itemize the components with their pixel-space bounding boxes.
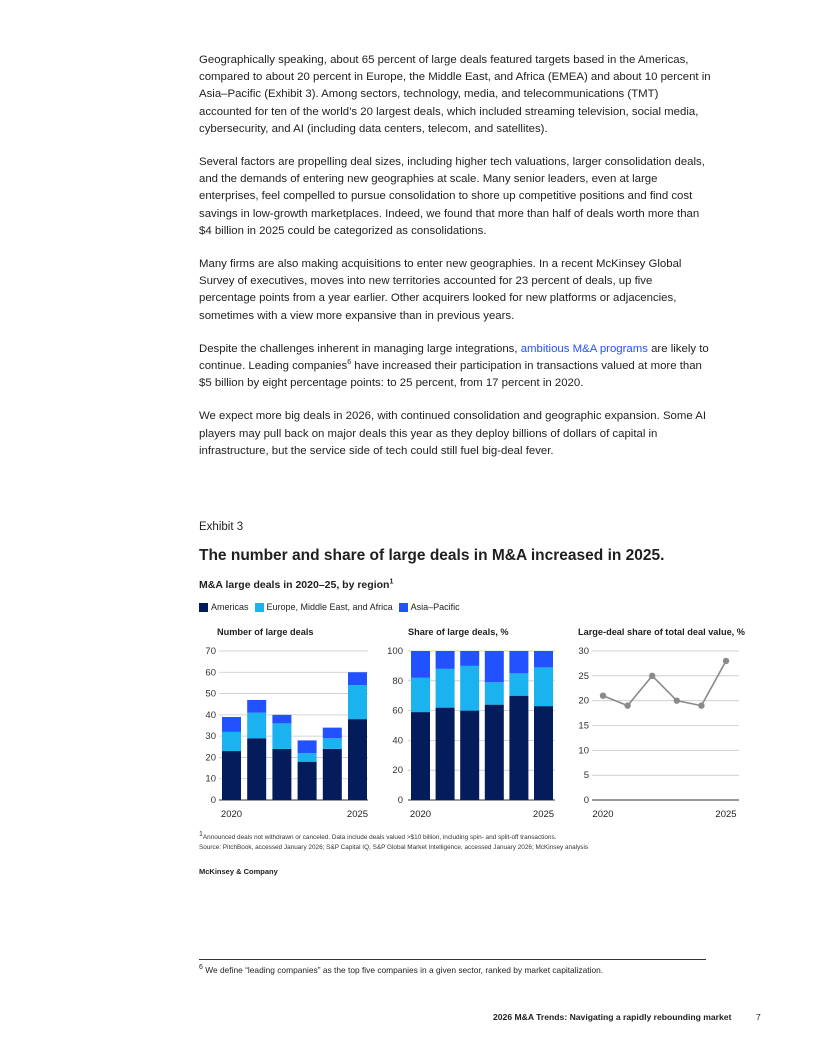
data-point <box>624 702 630 708</box>
bar-segment <box>298 740 317 753</box>
page-number: 7 <box>756 1012 761 1022</box>
y-tick-label: 30 <box>205 731 216 743</box>
bar-segment <box>272 715 291 724</box>
chart-1-title: Number of large deals <box>217 627 314 637</box>
y-tick-label: 10 <box>578 745 589 757</box>
y-tick-label: 80 <box>392 675 403 687</box>
chart-3-title: Large-deal share of total deal value, % <box>578 627 745 637</box>
y-tick-label: 30 <box>578 646 589 657</box>
y-tick-label: 10 <box>205 773 216 785</box>
legend-item-emea <box>255 602 393 612</box>
bar-segment <box>509 696 528 800</box>
paragraph-4-part-b: are likely to continue. Leading companies <box>199 342 709 373</box>
footer-title: 2026 M&A Trends: Navigating a rapidly rebounding market <box>493 1012 732 1022</box>
legend-item-americas <box>199 602 249 612</box>
exhibit-notes <box>199 830 589 852</box>
bar-segment <box>348 719 367 800</box>
y-tick-label: 25 <box>578 670 589 682</box>
y-tick-label: 5 <box>583 770 589 782</box>
exhibit-subtitle-footnote-ref: 1 <box>389 578 394 586</box>
legend-label-americas: Americas <box>211 602 249 612</box>
bar-segment <box>272 723 291 749</box>
bar-segment <box>534 651 553 667</box>
paragraph-4 <box>199 341 711 393</box>
y-tick-label: 20 <box>205 752 216 764</box>
chart-legend <box>199 602 466 612</box>
bar-segment <box>436 651 455 669</box>
x-tick-label: 2025 <box>715 809 737 820</box>
legend-swatch-asia-pacific <box>399 603 408 612</box>
bar-segment <box>460 666 479 711</box>
y-tick-label: 0 <box>583 795 589 806</box>
bar-segment <box>298 753 317 762</box>
paragraph-3: Many firms are also making acquisitions to enter new geographies. In a recent McKinsey Global Survey of executives, moves into new territories accounted for 23 percent of deals, up five percentage points from a year earlier. Other acquirers looked for new platforms or adjacencies, sometimes with a view more expansive than in previous years. <box>199 258 682 322</box>
y-tick-label: 15 <box>578 720 589 732</box>
bar-segment <box>323 749 342 800</box>
x-tick-label: 2020 <box>220 809 243 820</box>
exhibit-source: Source: PitchBook, accessed January 2026; S&P Capital IQ, S&P Global Market Intelligence, accessed January 2026; McKinsey analysis <box>199 843 589 851</box>
paragraph-4-part-c: have increased their participation in transactions valued at more than $5 billion by eight percentage points: to 25 percent, from 17 percent in 2020. <box>199 360 702 390</box>
bar-segment <box>485 651 504 682</box>
exhibit-note <box>199 830 588 843</box>
bar-segment <box>411 678 430 712</box>
footnote-6-sup: 6 <box>199 964 203 972</box>
x-tick-label: 2025 <box>346 809 369 820</box>
x-tick-label: 2020 <box>592 809 614 820</box>
y-tick-label: 60 <box>205 667 216 679</box>
bar-segment <box>534 706 553 800</box>
chart-1-group <box>205 646 368 820</box>
y-tick-label: 40 <box>392 735 403 747</box>
bar-segment <box>222 732 241 751</box>
mckinsey-brand: McKinsey & Company <box>199 867 278 876</box>
bar-segment <box>436 669 455 708</box>
y-tick-label: 20 <box>578 695 589 707</box>
y-tick-label: 70 <box>205 646 216 657</box>
y-tick-label: 20 <box>392 765 403 777</box>
data-point <box>649 673 655 679</box>
paragraph-1: Geographically speaking, about 65 percent of large deals featured targets based in the Americas, compared to about 20 percent in Europe, the Middle East, and Africa (EMEA) and about 10 percent in Asia–Pacific (Exhibit 3). Among sectors, technology, media, and telecommunications (TMT) accounted for ten of the world’s 20 largest deals, which included streaming television, social media, cybersecurity, and AI (including data centers, telecom, and satellites). <box>199 54 711 135</box>
bar-segment <box>272 749 291 800</box>
legend-label-asia-pacific: Asia–Pacific <box>410 602 460 612</box>
bar-segment <box>411 651 430 678</box>
x-tick-label: 2020 <box>409 809 432 820</box>
series-line <box>603 661 726 706</box>
bar-segment <box>247 713 266 739</box>
legend-item-asia-pacific <box>399 602 460 612</box>
number-of-large-deals-chart <box>0 640 816 825</box>
bar-segment <box>509 673 528 695</box>
bar-segment <box>222 751 241 800</box>
paragraph-4-part-a: Despite the challenges inherent in managing large integrations, <box>199 342 521 355</box>
y-tick-label: 0 <box>210 795 216 806</box>
bar-segment <box>348 672 367 685</box>
exhibit-note-sup: 1 <box>199 830 203 838</box>
legend-label-emea: Europe, Middle East, and Africa <box>266 602 393 612</box>
paragraph-2: Several factors are propelling deal sizes, including higher tech valuations, larger consolidation deals, and the demands of entering new geographies at scale. Many senior leaders, even at large enterprises, feel compelled to pursue consolidation to shore up competitive positions and find cost savings in low-growth marketplaces. Indeed, we found that more than half of deals worth more than $4 billion in 2025 could be categorized as consolidations. <box>199 156 705 237</box>
exhibit-note-text: Announced deals not withdrawn or canceled. Data include deals valued >$10 billion, including spin- and split-off transactions. <box>202 834 557 841</box>
footnote-ref-6[interactable]: 6 <box>347 359 352 367</box>
exhibit-label: Exhibit 3 <box>199 521 244 533</box>
article-body <box>199 52 711 476</box>
bar-segment <box>460 711 479 800</box>
chart-3-group <box>578 646 739 820</box>
data-point <box>600 693 606 699</box>
bar-segment <box>460 651 479 666</box>
data-point <box>698 702 704 708</box>
data-point <box>674 697 680 703</box>
y-tick-label: 100 <box>387 646 403 657</box>
bar-segment <box>411 712 430 800</box>
bar-segment <box>534 667 553 706</box>
bar-segment <box>323 738 342 749</box>
bar-segment <box>247 700 266 713</box>
y-tick-label: 50 <box>205 688 216 700</box>
bar-segment <box>323 728 342 739</box>
bar-segment <box>509 651 528 673</box>
bar-segment <box>298 762 317 800</box>
exhibit-subtitle <box>199 579 393 591</box>
bar-segment <box>348 685 367 719</box>
y-tick-label: 40 <box>205 709 216 721</box>
y-tick-label: 60 <box>392 705 403 717</box>
data-point <box>723 658 729 664</box>
chart-2-title: Share of large deals, % <box>408 627 509 637</box>
footnote-6 <box>199 965 603 975</box>
bar-segment <box>436 708 455 800</box>
exhibit-title: The number and share of large deals in M&A increased in 2025. <box>199 547 665 564</box>
x-tick-label: 2025 <box>532 809 555 820</box>
footnote-6-text: We define “leading companies” as the top five companies in a given sector, ranked by market capitalization. <box>202 965 604 975</box>
footnote-divider <box>199 959 706 960</box>
chart-2-group <box>387 646 555 820</box>
y-tick-label: 0 <box>397 795 403 806</box>
legend-swatch-americas <box>199 603 208 612</box>
bar-segment <box>485 682 504 704</box>
exhibit-subtitle-text: M&A large deals in 2020–25, by region <box>199 579 390 591</box>
bar-segment <box>247 738 266 800</box>
bar-segment <box>485 705 504 800</box>
bar-segment <box>222 717 241 732</box>
paragraph-5: We expect more big deals in 2026, with continued consolidation and geographic expansion. Some AI players may pull back on major deals this year as they deploy billions of dollars of capital in infrastructure, but the service side of tech could still fuel big-deal fever. <box>199 410 706 457</box>
legend-swatch-emea <box>255 603 264 612</box>
ambitious-mna-programs-link[interactable]: ambitious M&A programs <box>520 342 648 355</box>
